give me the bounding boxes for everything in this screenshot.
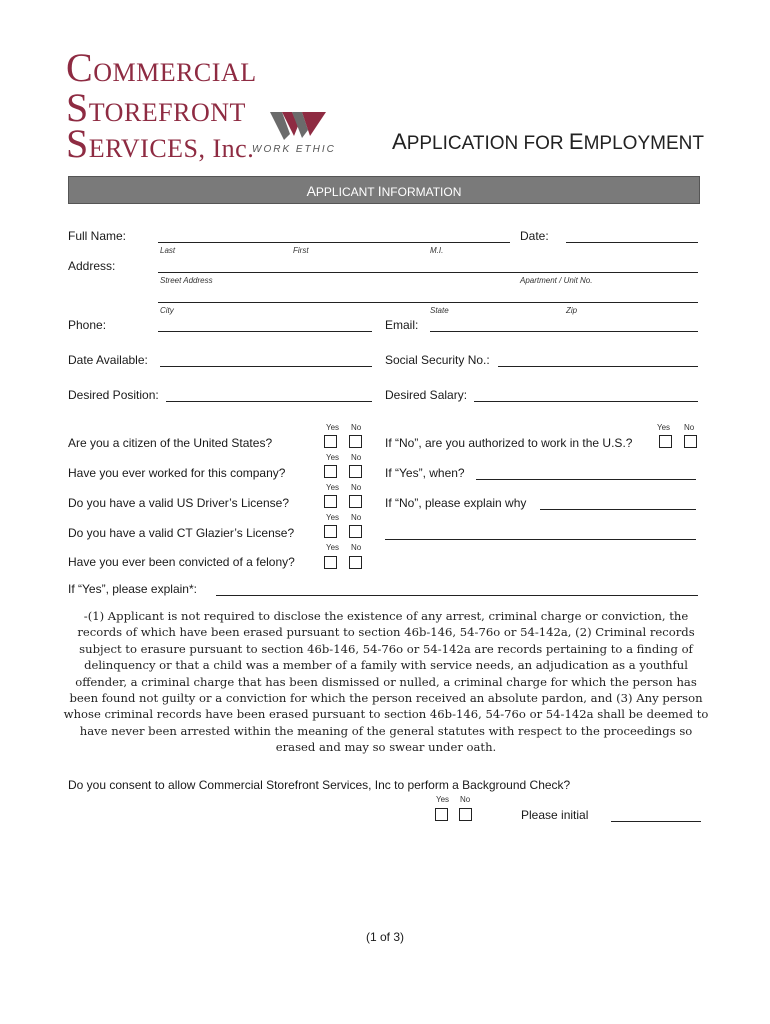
ct-license-no-label: No [351, 513, 362, 522]
address-label: Address: [68, 259, 116, 273]
ct-license-question: Do you have a valid CT Glazier’s License? [68, 526, 295, 540]
authorized-yes-checkbox[interactable] [659, 435, 672, 448]
background-no-label: No [460, 795, 471, 804]
desired-salary-label: Desired Salary: [385, 388, 468, 402]
worked-no-label: No [351, 453, 362, 462]
page-title: APPLICATION FOR EMPLOYMENT [392, 129, 704, 154]
license-no-checkbox[interactable] [349, 495, 362, 508]
felony-yes-label: Yes [326, 543, 340, 552]
worked-question: Have you ever worked for this company? [68, 466, 286, 480]
mi-sublabel: M.I. [430, 246, 444, 255]
city-state-zip-field[interactable] [158, 302, 698, 303]
worked-yes-label: Yes [326, 453, 340, 462]
please-initial-label: Please initial [521, 808, 589, 822]
company-logo-line2: STOREFRONT [66, 85, 246, 130]
page-number: (1 of 3) [365, 930, 404, 944]
zip-sublabel: Zip [566, 306, 578, 315]
background-yes-checkbox[interactable] [435, 808, 448, 821]
felony-explain-field[interactable] [216, 595, 698, 596]
felony-question: Have you ever been convicted of a felony? [68, 555, 295, 569]
background-no-checkbox[interactable] [459, 808, 472, 821]
legal-disclaimer: -(1) Applicant is not required to disclose the existence of any arrest, criminal charge or conviction, the records of which have been erased pursuant to section 46b-146, 54-76o or 54-142a, (2) Criminal records subject to erasure pursuant to section 46b-146, 54-76o or 54-142a are records pertaining to a finding of delinquency or that a child was a member of a family with service needs, an adjudication as a youthful offender, a criminal charge that has been dismissed or nulled, a criminal charge for which the person has been found not guilty or a conviction for which the person received an absolute pardon, and (3) Any person whose criminal records have been erased pursuant to section 46b-146, 54-76o or 54-142a shall be deemed to have never been arrested within the meaning of the general statutes with respect to the proceedings so erased and may so swear under oath. [63, 609, 709, 755]
city-sublabel: City [160, 306, 174, 315]
worked-yes-checkbox[interactable] [324, 465, 337, 478]
background-yes-label: Yes [436, 795, 450, 804]
felony-no-label: No [351, 543, 362, 552]
ssn-label: Social Security No.: [385, 353, 490, 367]
felony-yes-checkbox[interactable] [324, 556, 337, 569]
phone-label: Phone: [68, 318, 107, 332]
background-check-question: Do you consent to allow Commercial Storefront Services, Inc to perform a Background Check? [68, 778, 571, 792]
street-address-field[interactable] [158, 272, 698, 273]
apartment-sublabel: Apartment / Unit No. [520, 276, 593, 285]
last-sublabel: Last [160, 246, 176, 255]
state-sublabel: State [430, 306, 449, 315]
explain-why-field[interactable] [540, 509, 696, 510]
authorized-no-label: No [684, 423, 695, 432]
worked-no-checkbox[interactable] [349, 465, 362, 478]
email-field[interactable] [430, 331, 698, 332]
authorized-no-checkbox[interactable] [684, 435, 697, 448]
explain-why-field-line2[interactable] [385, 539, 696, 540]
ct-license-yes-checkbox[interactable] [324, 525, 337, 538]
felony-explain-label: If “Yes”, please explain*: [68, 582, 197, 596]
license-yes-label: Yes [326, 483, 340, 492]
date-available-field[interactable] [160, 366, 372, 367]
company-logo-line1: COMMERCIAL [66, 45, 257, 90]
explain-why-label: If “No”, please explain why [385, 496, 527, 510]
authorized-yes-label: Yes [657, 423, 671, 432]
date-available-label: Date Available: [68, 353, 148, 367]
full-name-label: Full Name: [68, 229, 127, 243]
citizen-no-checkbox[interactable] [349, 435, 362, 448]
license-question: Do you have a valid US Driver’s License? [68, 496, 289, 510]
phone-field[interactable] [158, 331, 372, 332]
full-name-field[interactable] [158, 242, 510, 243]
desired-salary-field[interactable] [474, 401, 698, 402]
email-label: Email: [385, 318, 419, 332]
initial-field[interactable] [611, 821, 701, 822]
when-field[interactable] [476, 479, 696, 480]
section-header: APPLICANT INFORMATION [68, 176, 700, 204]
desired-position-label: Desired Position: [68, 388, 159, 402]
authorized-question: If “No”, are you authorized to work in the U.S.? [385, 436, 633, 450]
ct-license-no-checkbox[interactable] [349, 525, 362, 538]
date-field[interactable] [566, 242, 698, 243]
citizen-question: Are you a citizen of the United States? [68, 436, 273, 450]
first-sublabel: First [293, 246, 309, 255]
ct-license-yes-label: Yes [326, 513, 340, 522]
company-logo-line3: SERVICES, Inc. [66, 121, 255, 166]
when-label: If “Yes”, when? [385, 466, 465, 480]
desired-position-field[interactable] [166, 401, 372, 402]
citizen-yes-label: Yes [326, 423, 340, 432]
license-yes-checkbox[interactable] [324, 495, 337, 508]
citizen-no-label: No [351, 423, 362, 432]
work-ethic-logo-icon [268, 110, 328, 142]
felony-no-checkbox[interactable] [349, 556, 362, 569]
license-no-label: No [351, 483, 362, 492]
street-sublabel: Street Address [160, 276, 213, 285]
work-ethic-text: WORK ETHIC [252, 144, 336, 155]
date-label: Date: [520, 229, 549, 243]
citizen-yes-checkbox[interactable] [324, 435, 337, 448]
ssn-field[interactable] [498, 366, 698, 367]
